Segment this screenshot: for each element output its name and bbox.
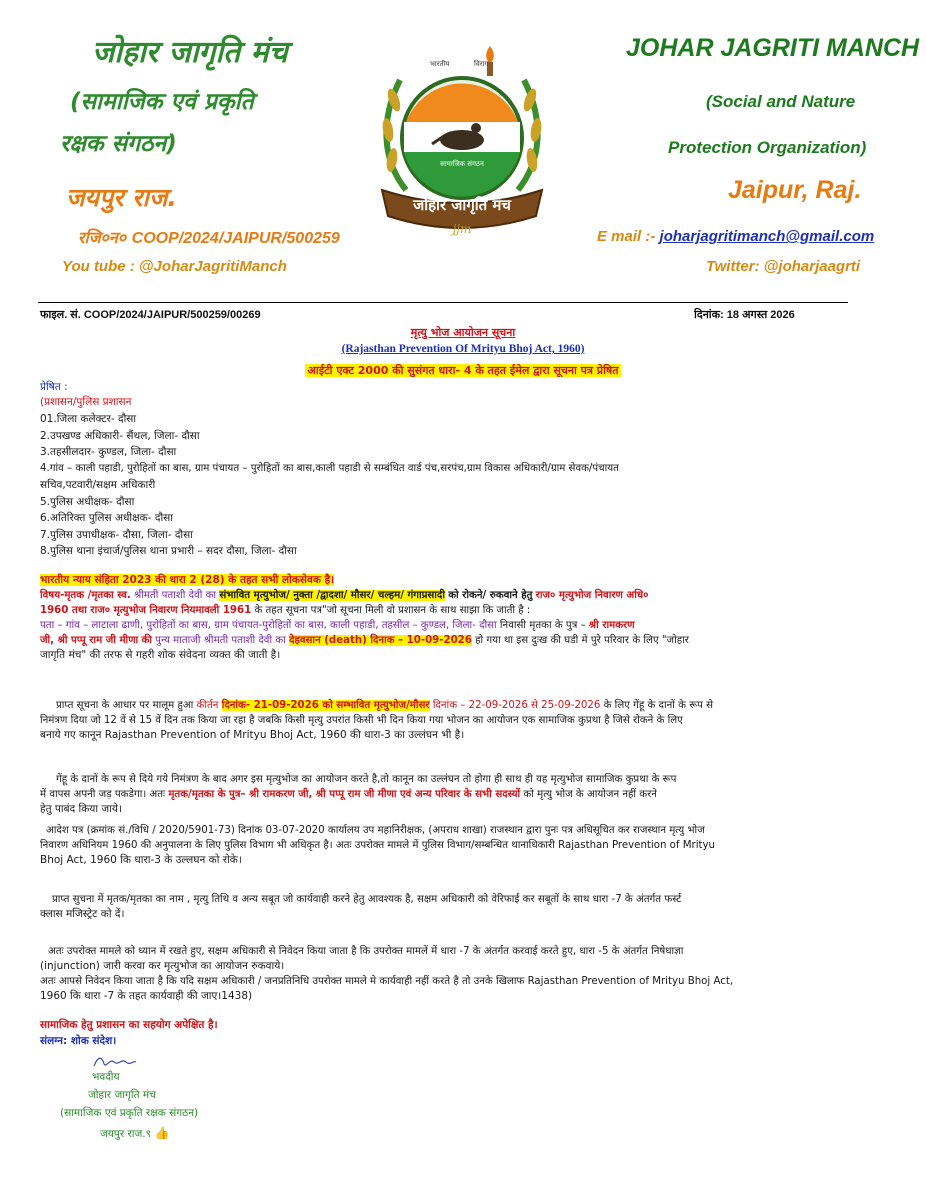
p5-line4: 1960 कि धारा -7 के तहत कार्यवाही की जाए।1438) <box>40 990 253 1002</box>
recipient-item: 4.गांव – काली पहाडी, पुरोहितों का बास, ग्राम पंचायत – पुरोहितों का बास,काली पहाडी से सम्बंधित वार्ड पंच,सरपंच,ग्राम विकास अधिकारी/ग्राम सेवक/पंचायत <box>40 462 619 474</box>
recipient-item: 01.जिला कलेक्टर- दौसा <box>40 413 137 425</box>
signature-city <box>100 1126 169 1141</box>
twitter-handle[interactable]: Twitter: @joharjaagrti <box>706 258 861 275</box>
address-son-2: जी, श्री पप्पू राम जी मीणा <box>40 635 139 646</box>
subject-deceased: श्रीमती पताशी देवी का <box>133 590 217 601</box>
email-label: E mail :- <box>597 228 656 245</box>
logo-center-text: सामाजिक संगठन <box>440 160 484 168</box>
registration-number <box>78 226 340 248</box>
subject-events: संभावित मृत्युभोज/ नुक्ता /द्वादशा/ मौसर/ चल्हम/ गंगाप्रसादी <box>219 590 445 601</box>
english-org-name: JOHAR JAGRITI MANCH <box>626 34 920 62</box>
p1-intro: प्राप्त सूचना के आधार पर मालूम हुआ <box>56 700 194 711</box>
notice-act-title: (Rajasthan Prevention Of Mrityu Bhoj Act, 1960) <box>341 343 585 355</box>
registration-prefix: रजि०न० <box>78 228 127 247</box>
p1-tail: के लिए गेंहू के दानों के रूप से <box>603 700 714 711</box>
recipient-item: 3.तहसीलदार- कुण्डल, जिला- दौसा <box>40 446 177 458</box>
p2-tail: को मृत्यु भोज के आयोजन नहीं करने <box>523 789 657 800</box>
logo-saffron-band <box>406 84 518 122</box>
logo-ribbon-text: जोहार जागृति मंच <box>413 196 511 214</box>
english-org-subtitle-2: Protection Organization) <box>668 138 867 157</box>
english-org-subtitle-1: (Social and Nature <box>706 92 856 111</box>
p4-line2: क्लास मजिस्ट्रेट को दें। <box>40 908 125 920</box>
condolence-2: जागृति मंच" की तरफ से गहरी शोक संवेदना व्यक्त की जाती है। <box>40 649 281 661</box>
recipient-item: सचिव,पटवारी/सक्षम अधिकारी <box>40 479 156 491</box>
recipient-item: 8.पुलिस थाना इंचार्ज/पुलिस थाना प्रभारी – सदर दौसा, जिला- दौसा <box>40 545 297 557</box>
address-son-1: श्री रामकरण <box>588 620 635 631</box>
death-date: देहवसान (death) दिनाक – 10-09-2026 <box>289 635 472 646</box>
signature-city-text: जयपुर राज.९ <box>100 1128 152 1140</box>
p3-line2: निवारण अधिनियम 1960 की अनुपालना के लिए पुलिस विभाग भी अधिकृत है। अतः उपरोक्त मामले में पुलिस विभाग/सम्बन्धित थानाधिकारी Rajasthan Prevention of Mrityu <box>40 840 716 851</box>
p2-line1: गेंहू के दानों के रूप से दिये गये निमंत्रण के बाद अगर इस मृत्युभोज का आयोजन करते है,तो कानून का उल्लंघन तो होगा ही साथ ही यह मृत्युभोज सामाजिक कुप्रथा के रूप <box>56 774 677 785</box>
p3-line3: Bhoj Act, 1960 कि धारा-3 के उल्लघन को रोके। <box>40 854 242 866</box>
logo-top-text-right: विराग <box>474 60 489 68</box>
youtube-handle[interactable]: You tube : @JoharJagritiManch <box>62 258 287 275</box>
p1-line3: बनाये गए कानून Rajasthan Prevention of Mrityu Bhoj Act, 1960 की धारा-3 का उल्लंघन भी है। <box>40 729 465 741</box>
signature-regards: भवदीय <box>92 1071 120 1083</box>
english-city: Jaipur, Raj. <box>728 176 862 204</box>
subject-purpose: को रोकने/ रुकवाने हेतु <box>448 590 533 601</box>
p2-line3: हेतु पाबंद किया जाये। <box>40 803 123 815</box>
recipient-item: 2.उपखण्ड अधिकारी- सैंथल, जिला- दौसा <box>40 429 200 442</box>
paragraph-5 <box>40 944 900 1004</box>
file-number: फाइल. सं. COOP/2024/JAIPUR/500259/00269 <box>40 309 261 321</box>
p1-kirtan: कीर्तन <box>196 700 219 711</box>
p4-line1: प्राप्त सुचना में मृतक/मृतका का नाम , मृत्यु तिथि व अन्य सबूत जो कार्यवाही करने हेतु आवश्यक है, सक्षम अधिकारी को वेरिफाई कर सबूतों के साथ धारा -7 के अंतर्गत फर्स्ट <box>52 894 682 905</box>
hindi-org-name: जोहार जागृति मंच <box>92 35 288 70</box>
paragraph-4 <box>40 892 900 922</box>
notice-it-act-line: आईटी एक्ट 2000 की सुसंगत धारा- 4 के तहत ईमेल द्वारा सूचना पत्र प्रेषित <box>307 364 619 377</box>
address-mother: पुन्य माताजी श्रीमती पताशी देवी का <box>155 635 286 646</box>
address-residents: निवासी मृतका के पुत्र – <box>499 620 586 631</box>
hindi-org-subtitle-1: (सामाजिक एवं प्रकृति <box>70 89 254 115</box>
p5-line2: (injunction) जारी करवा कर मृत्युभोज का आयोजन रुकवाये। <box>40 960 285 972</box>
bns-line: भारतीय न्याय संहिता 2023 की धारा 2 (28) के तहत सभी लोकसेवक है। <box>40 574 335 586</box>
notice-it-act-line-wrap <box>0 359 926 378</box>
subject-act: राज० मृत्युभोज निवारण अधि० <box>535 590 649 601</box>
notice-title: मृत्यु भोज आयोजन सूचना <box>410 326 516 339</box>
p5-line1: अतः उपरोक्त मामले को ध्यान में रखते हुए, सक्षम अधिकारी से निवेदन किया जाता है कि उपरोक्त मामलें में धारा -7 के अंतर्गत करवाई करते हुए, धारा -5 के अंतर्गत निषेधाज्ञा <box>48 946 684 957</box>
condolence-1: हो गया था इस दुःख की घडी मे पुरे परिवार के लिए "जोहार <box>475 635 689 646</box>
paragraph-3 <box>40 823 900 868</box>
recipient-item: 7.पुलिस उपाधीक्षक- दौसा, जिला- दौसा <box>40 528 193 541</box>
signature-icon <box>92 1054 138 1070</box>
signature-org: जोहार जागृति मंच <box>88 1089 156 1101</box>
logo-top-text-left: भारतीय <box>430 60 450 68</box>
logo-monogram: jjm <box>452 222 472 236</box>
p2-family: मृतक/मृतका के पुत्र– श्री रामकरण जी, श्री पप्पू राम जी मीणा एवं अन्य परिवार के सभी सदस्यों <box>168 789 521 800</box>
p3-line1: आदेश पत्र (क्रमांक सं./विधि / 2020/5901-73) दिनांक 03-07-2020 कार्यालय उप महानिरीक्षक, (अपराध शाखा) राजस्थान द्वारा पुनः पत्र अधिसूचित कर राजस्थान मृत्यु भोज <box>46 825 705 836</box>
subject-label: विषय-मृतक /मृतका स्व. <box>40 590 131 601</box>
letter-date: दिनांक: 18 अगस्त 2026 <box>694 309 795 321</box>
address-of: की <box>141 635 152 646</box>
recipient-item: 5.पुलिस अधीक्षक- दौसा <box>40 495 135 508</box>
address-text: पता – गांव – लाटाला ढाणी, पुरोहितों का बास, ग्राम पंचायत-पुरोहितों का बास, काली पहाडी, तहसील – कुण्डल, जिला- दौसा <box>40 620 497 631</box>
email-link[interactable]: joharjagritimanch@gmail.com <box>659 228 875 245</box>
organization-logo <box>372 40 552 240</box>
p1-line2: निमंत्रण दिया जो 12 वें से 15 वें दिन तक किया जा रहा है जबकि किसी मृत्यु उपरांत किसी भी दिन किया गया भोजन का आयोजन एक सामाजिक कुप्रथा है जिसे रोकने के लिए <box>40 715 683 726</box>
p5-line3: अतः आपसे निवेदन किया जाता है कि यदि सक्षम अधिकारी / जनप्रतिनिधि उपरोक्त मामले मे कार्यवाही नहीं करते है तो उनके खिलाफ Rajasthan Prevention of Mrityu Bhoj Act, <box>40 976 734 987</box>
email-line <box>597 228 874 245</box>
thumbs-up-icon: 👍 <box>154 1126 170 1140</box>
p1-date-range: दिनांक – 22-09-2026 से 25-09-2026 <box>432 700 601 711</box>
p2-intro: में वापस अपनी जड़ पकडेगा। अतः <box>40 789 166 800</box>
paragraph-1 <box>40 698 900 743</box>
p1-event-date: दिनांक- 21-09-2026 को सम्भावित मृत्युभोज/मौसर <box>221 700 430 711</box>
enclosure-note: संलग्न: शोक संदेश। <box>40 1035 117 1047</box>
hindi-org-subtitle-2: रक्षक संगठन) <box>60 131 177 157</box>
paragraph-2 <box>40 772 900 817</box>
cooperation-request: सामाजिक हेतु प्रशासन का सहयोग अपेक्षित है। <box>40 1019 218 1031</box>
subject-act-rules: 1960 तथा राज० मृत्युभोज निवारण नियमावली 1961 <box>40 605 252 616</box>
recipients-subheading: (प्रशासन/पुलिस प्रशासन <box>40 396 132 408</box>
hindi-city: जयपुर राज. <box>66 183 177 212</box>
recipient-item: 6.अतिरिक्त पुलिस अधीक्षक- दौसा <box>40 512 173 524</box>
registration-code: COOP/2024/JAIPUR/500259 <box>131 230 340 247</box>
signature-org-sub: (सामाजिक एवं प्रकृति रक्षक संगठन) <box>60 1107 199 1119</box>
subject-tail: के तहत सूचना पत्र"जो सूचना मिली वो प्रशासन के साथ साझा कि जाती है : <box>254 605 531 616</box>
logo-green-band <box>404 152 520 197</box>
subject-block <box>40 573 900 663</box>
recipients-heading: प्रेषित : <box>40 381 68 393</box>
logo-emblem <box>372 40 552 240</box>
recipients-block <box>40 380 890 560</box>
header-divider <box>38 302 848 303</box>
